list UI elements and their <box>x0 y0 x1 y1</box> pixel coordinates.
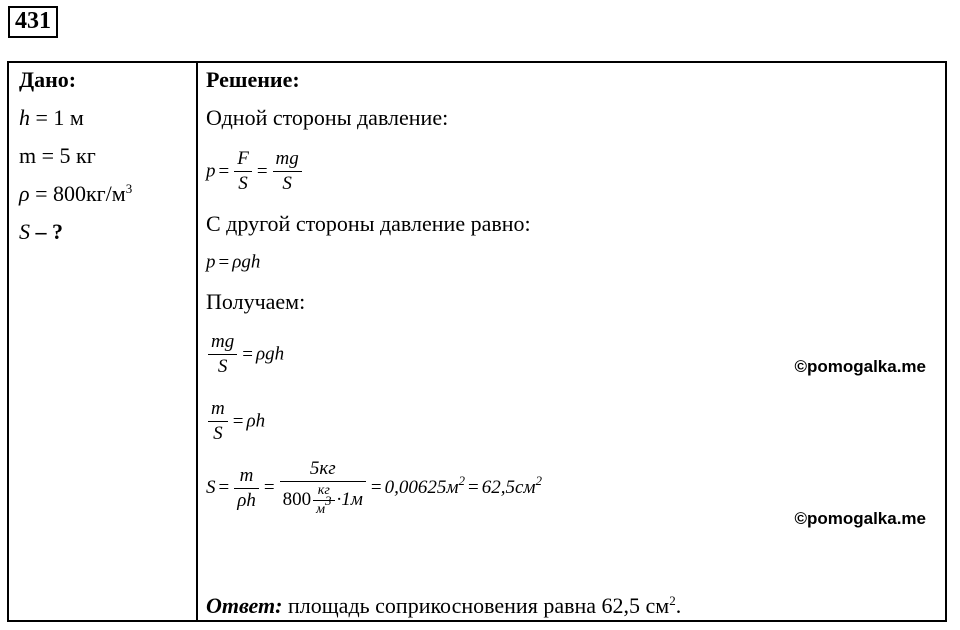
column-divider <box>196 63 198 620</box>
formula-area <box>206 457 542 519</box>
formula-simplified <box>206 397 265 446</box>
f5-result2-exp: 2 <box>535 473 543 488</box>
f3-rhs: ρgh <box>255 343 285 365</box>
f5-frac2 <box>280 457 366 519</box>
f3-eq: = <box>242 343 253 365</box>
formula-equate <box>206 330 284 379</box>
f5-unit-exp: 3 <box>325 493 332 508</box>
given-mass: m = 5 кг <box>19 143 96 168</box>
f1-num2: mg <box>273 147 302 172</box>
unknown-var: S <box>19 219 30 244</box>
density-exp: 3 <box>125 181 133 196</box>
f5-num2: 5кг <box>280 457 366 482</box>
f2-eq: = <box>218 251 230 273</box>
density-var: ρ <box>19 181 30 206</box>
task-number: 431 <box>8 6 58 38</box>
f1-frac1 <box>234 147 252 196</box>
f1-den1: S <box>238 173 248 194</box>
f2-p: p <box>206 251 216 273</box>
formula-pressure-force <box>206 147 304 196</box>
f5-eq1: = <box>218 477 230 498</box>
watermark-1: ©pomogalka.me <box>794 357 926 376</box>
f5-unit-m: м <box>316 502 325 517</box>
f4-num: m <box>208 397 228 422</box>
f5-den2 <box>280 482 366 519</box>
unknown-mark: – ? <box>30 219 63 244</box>
f3-frac <box>208 330 237 379</box>
f4-den: S <box>213 423 223 444</box>
given-height <box>19 99 191 137</box>
f3-den: S <box>217 356 228 377</box>
answer-label: Ответ: <box>206 593 283 618</box>
given-density <box>19 175 191 213</box>
f5-den1: ρh <box>237 489 256 511</box>
f4-rhs: ρh <box>246 410 266 432</box>
solution-line-2: С другой стороны давление равно: <box>206 211 531 236</box>
f5-eq2: = <box>263 477 275 498</box>
f5-times: ·1м <box>336 488 363 510</box>
f2-rhs: ρgh <box>232 251 261 273</box>
f4-frac <box>208 397 228 446</box>
f5-eq4: = <box>468 477 479 498</box>
f5-unit-num: кг <box>313 482 334 501</box>
answer-text: площадь соприкосновения равна 62,5 см <box>282 593 670 618</box>
f5-unit-den <box>313 493 334 519</box>
solution-line-3: Получаем: <box>206 289 306 314</box>
f1-eq2: = <box>256 160 268 182</box>
given-header: Дано: <box>19 67 77 92</box>
answer-line <box>206 593 681 619</box>
f5-result2-val: 62,5см <box>481 477 536 498</box>
f5-result1-exp: 2 <box>458 473 465 488</box>
f5-800: 800 <box>282 488 312 510</box>
height-value: = 1 м <box>30 105 84 130</box>
f5-result1 <box>384 473 465 498</box>
f5-frac1 <box>234 464 259 513</box>
f1-den2: S <box>282 173 292 194</box>
formula-hydrostatic <box>206 251 260 274</box>
f5-num1: m <box>234 464 259 489</box>
f5-result2 <box>481 473 543 498</box>
f5-eq3: = <box>370 477 382 498</box>
f1-num1: F <box>234 147 252 172</box>
solution-header: Решение: <box>206 67 300 92</box>
f5-s: S <box>206 477 216 498</box>
f5-unit-frac <box>313 482 334 519</box>
f1-p: p <box>206 160 216 182</box>
height-var: h <box>19 105 30 130</box>
solution-line-1: Одной стороны давление: <box>206 105 449 130</box>
density-value: = 800кг/м <box>29 181 126 206</box>
given-unknown <box>19 213 191 251</box>
watermark-2: ©pomogalka.me <box>794 509 926 528</box>
answer-end: . <box>675 593 682 618</box>
f1-frac2 <box>273 147 302 196</box>
f3-num: mg <box>208 330 237 355</box>
given-column <box>19 67 191 251</box>
f1-eq1: = <box>218 160 230 182</box>
solution-table <box>7 61 947 622</box>
answer-exp: 2 <box>669 593 676 608</box>
f4-eq: = <box>232 410 244 432</box>
f5-result1-val: 0,00625м <box>384 477 459 498</box>
